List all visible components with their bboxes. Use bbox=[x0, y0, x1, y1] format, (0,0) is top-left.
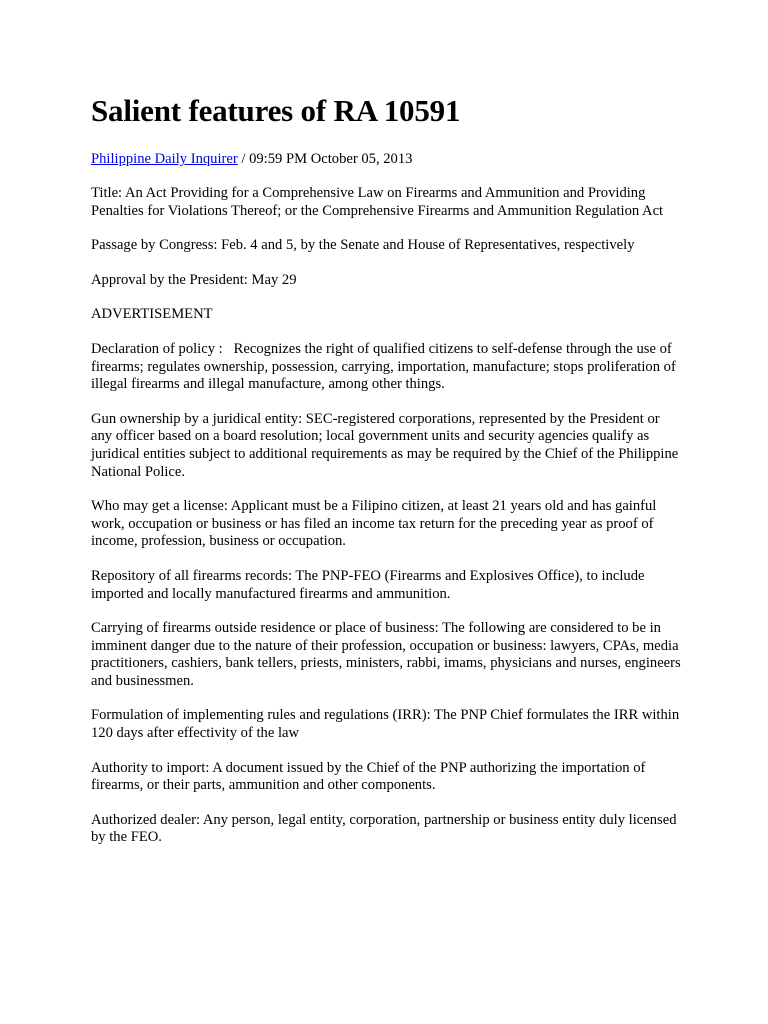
paragraph-dealer: Authorized dealer: Any person, legal entity, corporation, partnership or business entity duly licensed by the FEO. bbox=[91, 811, 677, 846]
paragraph-approval: Approval by the President: May 29 bbox=[91, 271, 297, 288]
paragraph-license: Who may get a license: Applicant must be a Filipino citizen, at least 21 years old and has gainful work, occupation or business or has filed an income tax return for the preceding year as proof of income, profession, business or occupation. bbox=[91, 498, 657, 550]
article-page bbox=[91, 92, 681, 847]
paragraph-import: Authority to import: A document issued by the Chief of the PNP authorizing the importation of firearms, or their parts, ammunition and other components. bbox=[91, 759, 646, 794]
paragraph-title: Title: An Act Providing for a Comprehensive Law on Firearms and Ammunition and Providing Penalties for Violations Thereof; or the Comprehensive Firearms and Ammunition Regulation Act bbox=[91, 185, 664, 219]
paragraph-passage: Passage by Congress: Feb. 4 and 5, by the Senate and House of Representatives, respectively bbox=[91, 237, 635, 254]
paragraph-carrying: Carrying of firearms outside residence or place of business: The following are considered to be in imminent danger due to the nature of their profession, occupation or business: lawyers, CPAs, media practitioners, cashiers, bank tellers, priests, ministers, rabbi, imams, physicians and nurses, engineers and businessmen. bbox=[91, 620, 681, 689]
source-link[interactable]: Philippine Daily Inquirer bbox=[91, 151, 238, 167]
paragraph-gun-ownership: Gun ownership by a juridical entity: SEC-registered corporations, represented by the President or any officer based on a board resolution; local government units and security agencies qualify as juridical entities subject to additional requirements as may be required by the Chief of the Philippine National Police. bbox=[91, 410, 679, 480]
advertisement-label: ADVERTISEMENT bbox=[91, 306, 213, 323]
dateline: / 09:59 PM October 05, 2013 bbox=[237, 151, 413, 167]
paragraph-repository: Repository of all firearms records: The PNP-FEO (Firearms and Explosives Office), to include imported and locally manufactured firearms and ammunition. bbox=[91, 567, 645, 602]
article-title: Salient features of RA 10591 bbox=[91, 93, 461, 128]
byline bbox=[91, 150, 681, 168]
paragraph-irr: Formulation of implementing rules and regulations (IRR): The PNP Chief formulates the IRR within 120 days after effectivity of the law bbox=[91, 707, 680, 742]
paragraph-declaration: Declaration of policy : Recognizes the right of qualified citizens to self-defense through the use of firearms; regulates ownership, possession, carrying, importation, manufacture; stops proliferation of illegal firearms and illegal manufacture, among other things. bbox=[91, 340, 680, 393]
